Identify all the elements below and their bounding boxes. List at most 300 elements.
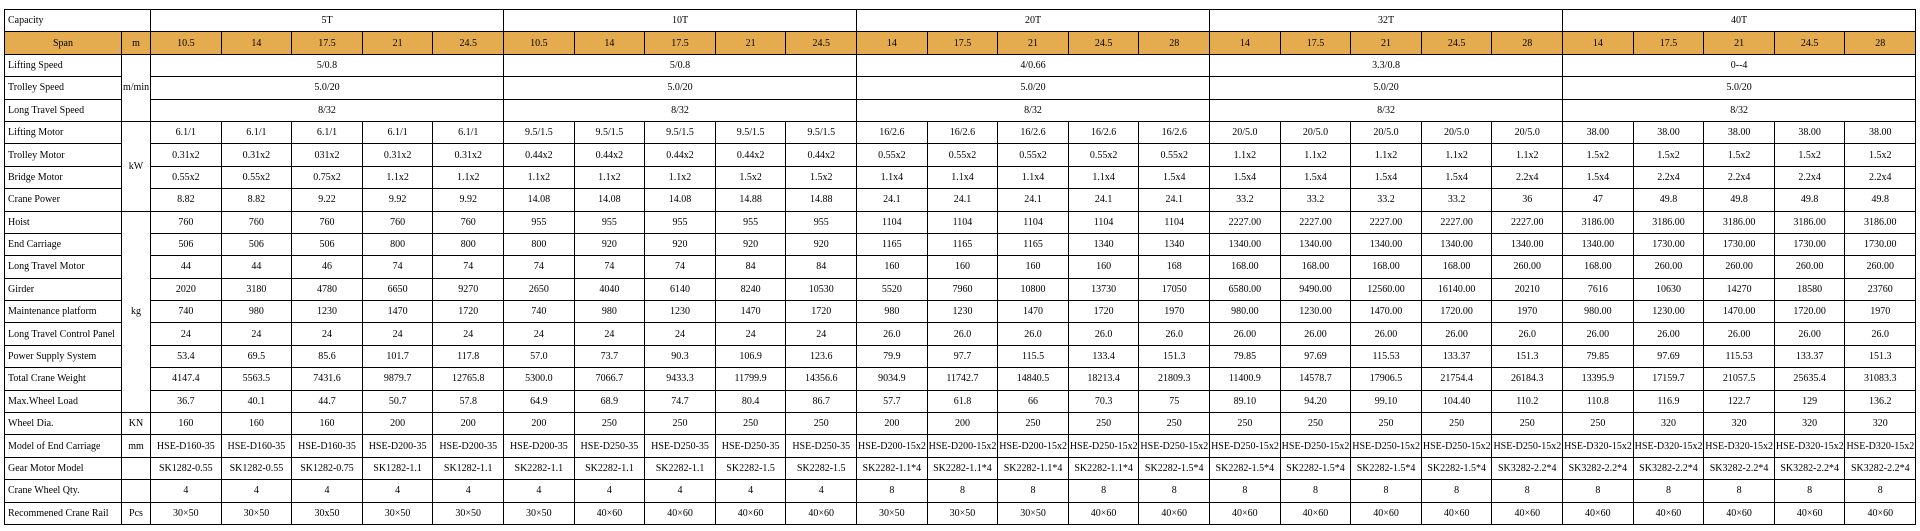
table-row <box>5 144 1916 166</box>
unit-cell <box>122 480 151 502</box>
table-cell: 9.5/1.5 <box>715 121 786 143</box>
table-cell: 168 <box>1139 256 1210 278</box>
table-cell: 260.00 <box>1492 256 1563 278</box>
table-cell: 74 <box>504 256 575 278</box>
table-row <box>5 233 1916 255</box>
table-cell: 57.8 <box>433 390 504 412</box>
table-cell: 168.00 <box>1210 256 1281 278</box>
table-cell: 320 <box>1704 413 1775 435</box>
table-cell: 250 <box>1563 413 1634 435</box>
table-cell: 38.00 <box>1845 121 1916 143</box>
table-cell: 2227.00 <box>1492 211 1563 233</box>
table-cell: 70.3 <box>1068 390 1139 412</box>
table-cell: 46 <box>292 256 363 278</box>
table-cell: 26.00 <box>1421 323 1492 345</box>
table-cell: 6.1/1 <box>151 121 222 143</box>
group-value: 0--4 <box>1563 54 1916 76</box>
table-cell: 26.0 <box>1068 323 1139 345</box>
table-cell: HSE-D200-15x2 <box>857 435 928 457</box>
table-cell: 16/2.6 <box>1139 121 1210 143</box>
table-cell: SK2282-1.1 <box>645 457 716 479</box>
table-cell: 1.5x2 <box>1774 144 1845 166</box>
table-cell: 1340 <box>1068 233 1139 255</box>
table-cell: 33.2 <box>1280 189 1351 211</box>
table-cell: 24.1 <box>998 189 1069 211</box>
table-cell: SK2282-1.5 <box>715 457 786 479</box>
table-cell: 47 <box>1563 189 1634 211</box>
group-value: 5/0.8 <box>504 54 857 76</box>
table-cell: 2.2x4 <box>1633 166 1704 188</box>
table-cell: 69.5 <box>221 345 292 367</box>
table-cell: 26.00 <box>1351 323 1422 345</box>
span-row <box>5 32 1916 54</box>
table-cell: 24.1 <box>1139 189 1210 211</box>
table-cell: 1340.00 <box>1492 233 1563 255</box>
table-cell: SK3282-2.2*4 <box>1563 457 1634 479</box>
table-cell: 24 <box>362 323 433 345</box>
table-cell: 26.0 <box>857 323 928 345</box>
table-cell: 6.1/1 <box>292 121 363 143</box>
table-cell: 4 <box>504 480 575 502</box>
table-cell: 260.00 <box>1845 256 1916 278</box>
table-cell: SK2282-1.5*4 <box>1139 457 1210 479</box>
table-cell: 955 <box>645 211 716 233</box>
table-cell: 4 <box>151 480 222 502</box>
span-value: 24.5 <box>1068 32 1139 54</box>
table-cell: 200 <box>927 413 998 435</box>
table-cell: 6.1/1 <box>362 121 433 143</box>
row-label: Recommened Crane Rail <box>5 502 122 524</box>
table-cell: 168.00 <box>1351 256 1422 278</box>
table-cell: 73.7 <box>574 345 645 367</box>
group-value: 4/0.66 <box>857 54 1210 76</box>
table-cell: 20210 <box>1492 278 1563 300</box>
table-cell: 110.8 <box>1563 390 1634 412</box>
table-cell: 74 <box>433 256 504 278</box>
table-cell: 30×50 <box>857 502 928 524</box>
table-cell: 2.2x4 <box>1704 166 1775 188</box>
table-cell: 250 <box>1210 413 1281 435</box>
table-cell: 18213.4 <box>1068 368 1139 390</box>
span-value: 14 <box>574 32 645 54</box>
table-cell: 260.00 <box>1774 256 1845 278</box>
table-cell: HSE-D250-15x2 <box>1139 435 1210 457</box>
table-cell: 20/5.0 <box>1492 121 1563 143</box>
crane-spec-table <box>4 9 1916 525</box>
table-row <box>5 121 1916 143</box>
table-cell: 26184.3 <box>1492 368 1563 390</box>
table-cell: 75 <box>1139 390 1210 412</box>
table-cell: 7960 <box>927 278 998 300</box>
table-row <box>5 323 1916 345</box>
table-cell: 40×60 <box>1774 502 1845 524</box>
table-cell: 151.3 <box>1492 345 1563 367</box>
table-cell: 17159.7 <box>1633 368 1704 390</box>
table-cell: 1.5x2 <box>1845 144 1916 166</box>
table-cell: 122.7 <box>1704 390 1775 412</box>
capacity-group-header: 32T <box>1210 10 1563 32</box>
table-cell: 16/2.6 <box>998 121 1069 143</box>
table-cell: 1470 <box>362 301 433 323</box>
table-cell: 33.2 <box>1421 189 1492 211</box>
table-cell: 9.92 <box>433 189 504 211</box>
table-cell: 30×50 <box>504 502 575 524</box>
span-value: 24.5 <box>433 32 504 54</box>
table-cell: 800 <box>362 233 433 255</box>
table-cell: 10630 <box>1633 278 1704 300</box>
table-cell: 8 <box>857 480 928 502</box>
table-cell: 1230.00 <box>1280 301 1351 323</box>
table-cell: 1.5x2 <box>1704 144 1775 166</box>
table-cell: 16/2.6 <box>927 121 998 143</box>
table-cell: 26.00 <box>1633 323 1704 345</box>
table-cell: 1470.00 <box>1704 301 1775 323</box>
unit-cell: Pcs <box>122 502 151 524</box>
table-cell: 133.37 <box>1421 345 1492 367</box>
table-cell: 250 <box>574 413 645 435</box>
table-cell: 1340.00 <box>1210 233 1281 255</box>
table-cell: 0.44x2 <box>786 144 857 166</box>
table-cell: 2.2x4 <box>1492 166 1563 188</box>
capacity-group-header: 20T <box>857 10 1210 32</box>
table-cell: 14840.5 <box>998 368 1069 390</box>
table-cell: HSE-D200-35 <box>433 435 504 457</box>
table-cell: 4 <box>292 480 363 502</box>
table-cell: 14.88 <box>786 189 857 211</box>
table-cell: 1230 <box>292 301 363 323</box>
table-cell: 1730.00 <box>1845 233 1916 255</box>
table-cell: 7616 <box>1563 278 1634 300</box>
table-cell: HSE-D250-15x2 <box>1068 435 1139 457</box>
span-value: 28 <box>1139 32 1210 54</box>
group-value: 5/0.8 <box>151 54 504 76</box>
table-cell: 760 <box>221 211 292 233</box>
table-cell: 0.31x2 <box>221 144 292 166</box>
table-cell: 1.5x2 <box>1563 144 1634 166</box>
table-cell: 506 <box>151 233 222 255</box>
table-cell: 200 <box>362 413 433 435</box>
table-cell: 57.0 <box>504 345 575 367</box>
unit-cell: m/min <box>122 54 151 121</box>
group-value: 5.0/20 <box>857 77 1210 99</box>
table-cell: 26.0 <box>998 323 1069 345</box>
table-cell: 1720 <box>786 301 857 323</box>
table-cell: HSE-D250-35 <box>645 435 716 457</box>
unit-cell <box>122 457 151 479</box>
table-cell: HSE-D250-15x2 <box>1280 435 1351 457</box>
table-cell: 160 <box>292 413 363 435</box>
group-value: 5.0/20 <box>1563 77 1916 99</box>
table-cell: 40×60 <box>1845 502 1916 524</box>
table-cell: 980.00 <box>1563 301 1634 323</box>
table-cell: 21809.3 <box>1139 368 1210 390</box>
table-cell: 24.1 <box>1068 189 1139 211</box>
table-cell: SK3282-2.2*4 <box>1845 457 1916 479</box>
table-cell: 133.4 <box>1068 345 1139 367</box>
table-cell: SK2282-1.5*4 <box>1210 457 1281 479</box>
table-cell: 85.6 <box>292 345 363 367</box>
table-cell: 40×60 <box>715 502 786 524</box>
table-cell: 40×60 <box>645 502 716 524</box>
table-cell: 84 <box>715 256 786 278</box>
table-cell: 2.2x4 <box>1774 166 1845 188</box>
span-value: 14 <box>221 32 292 54</box>
table-cell: 1104 <box>1068 211 1139 233</box>
table-cell: 9.5/1.5 <box>645 121 716 143</box>
table-cell: 40×60 <box>1704 502 1775 524</box>
table-cell: 1.5x4 <box>1563 166 1634 188</box>
table-cell: 160 <box>927 256 998 278</box>
table-cell: 74 <box>362 256 433 278</box>
span-value: 21 <box>362 32 433 54</box>
table-cell: 760 <box>433 211 504 233</box>
group-value: 5.0/20 <box>151 77 504 99</box>
table-cell: 53.4 <box>151 345 222 367</box>
table-cell: 200 <box>504 413 575 435</box>
capacity-group-header: 40T <box>1563 10 1916 32</box>
table-cell: 9034.9 <box>857 368 928 390</box>
table-cell: 1165 <box>857 233 928 255</box>
table-cell: 1.1x2 <box>1280 144 1351 166</box>
table-cell: 115.53 <box>1704 345 1775 367</box>
group-value: 8/32 <box>1210 99 1563 121</box>
table-cell: 160 <box>1068 256 1139 278</box>
table-cell: 3186.00 <box>1774 211 1845 233</box>
table-cell: 24 <box>786 323 857 345</box>
table-cell: 760 <box>362 211 433 233</box>
table-cell: 49.8 <box>1845 189 1916 211</box>
table-cell: 40×60 <box>1492 502 1563 524</box>
table-cell: 30×50 <box>927 502 998 524</box>
table-cell: 1.1x2 <box>574 166 645 188</box>
table-cell: SK2282-1.1*4 <box>998 457 1069 479</box>
table-cell: 160 <box>857 256 928 278</box>
table-cell: 1470.00 <box>1351 301 1422 323</box>
table-cell: 980 <box>221 301 292 323</box>
table-cell: 955 <box>715 211 786 233</box>
table-cell: 250 <box>1421 413 1492 435</box>
table-cell: 6.1/1 <box>221 121 292 143</box>
table-cell: 9.5/1.5 <box>574 121 645 143</box>
table-cell: 26.00 <box>1774 323 1845 345</box>
table-cell: 44 <box>221 256 292 278</box>
table-cell: 3186.00 <box>1633 211 1704 233</box>
table-cell: 4 <box>433 480 504 502</box>
table-cell: 4780 <box>292 278 363 300</box>
row-label: Model of End Carriage <box>5 435 122 457</box>
table-cell: 1230.00 <box>1633 301 1704 323</box>
table-cell: 26.00 <box>1704 323 1775 345</box>
table-cell: 97.69 <box>1280 345 1351 367</box>
table-row <box>5 480 1916 502</box>
table-cell: 6140 <box>645 278 716 300</box>
table-cell: 800 <box>504 233 575 255</box>
table-cell: 1720 <box>433 301 504 323</box>
table-row <box>5 211 1916 233</box>
table-cell: 168.00 <box>1421 256 1492 278</box>
group-value: 5.0/20 <box>1210 77 1563 99</box>
span-label: Span <box>5 32 122 54</box>
table-cell: 0.44x2 <box>574 144 645 166</box>
table-cell: SK2282-1.5*4 <box>1421 457 1492 479</box>
table-cell: 6.1/1 <box>433 121 504 143</box>
table-cell: 13730 <box>1068 278 1139 300</box>
span-value: 17.5 <box>927 32 998 54</box>
table-cell: 1104 <box>927 211 998 233</box>
table-cell: 40×60 <box>574 502 645 524</box>
table-cell: 26.00 <box>1280 323 1351 345</box>
table-cell: 260.00 <box>1704 256 1775 278</box>
table-cell: 61.8 <box>927 390 998 412</box>
group-value: 8/32 <box>1563 99 1916 121</box>
table-cell: 2227.00 <box>1421 211 1492 233</box>
table-row <box>5 256 1916 278</box>
table-cell: 8.82 <box>151 189 222 211</box>
table-cell: 4 <box>715 480 786 502</box>
table-cell: 17906.5 <box>1351 368 1422 390</box>
table-row <box>5 345 1916 367</box>
span-value: 21 <box>1351 32 1422 54</box>
table-row <box>5 457 1916 479</box>
table-cell: HSE-D160-35 <box>221 435 292 457</box>
table-cell: 1.5x2 <box>786 166 857 188</box>
table-cell: 20/5.0 <box>1351 121 1422 143</box>
table-cell: 104.40 <box>1421 390 1492 412</box>
table-cell: 20/5.0 <box>1280 121 1351 143</box>
table-cell: 6650 <box>362 278 433 300</box>
table-cell: 1470 <box>715 301 786 323</box>
unit-cell: kW <box>122 121 151 211</box>
table-cell: 8 <box>1774 480 1845 502</box>
table-cell: 7431.6 <box>292 368 363 390</box>
table-cell: SK1282-0.55 <box>221 457 292 479</box>
table-cell: HSE-D320-15x2 <box>1563 435 1634 457</box>
span-value: 14 <box>1210 32 1281 54</box>
capacity-group-header: 10T <box>504 10 857 32</box>
table-cell: HSE-D200-35 <box>504 435 575 457</box>
table-cell: 40×60 <box>786 502 857 524</box>
table-cell: 11400.9 <box>1210 368 1281 390</box>
table-cell: 3186.00 <box>1845 211 1916 233</box>
table-cell: 9490.00 <box>1280 278 1351 300</box>
row-label: Long Travel Speed <box>5 99 122 121</box>
table-cell: HSE-D250-15x2 <box>1492 435 1563 457</box>
table-cell: 920 <box>574 233 645 255</box>
group-value: 8/32 <box>151 99 504 121</box>
table-cell: 955 <box>504 211 575 233</box>
table-cell: 151.3 <box>1845 345 1916 367</box>
table-row <box>5 435 1916 457</box>
span-value: 10.5 <box>151 32 222 54</box>
table-cell: 24 <box>221 323 292 345</box>
table-cell: 8 <box>1280 480 1351 502</box>
table-cell: 7066.7 <box>574 368 645 390</box>
table-cell: 24.1 <box>927 189 998 211</box>
row-label: Trolley Motor <box>5 144 122 166</box>
table-cell: 260.00 <box>1633 256 1704 278</box>
unit-cell: kg <box>122 211 151 413</box>
table-row <box>5 368 1916 390</box>
table-cell: 40×60 <box>1421 502 1492 524</box>
table-cell: 1.1x2 <box>1492 144 1563 166</box>
table-cell: 2227.00 <box>1280 211 1351 233</box>
table-cell: 160 <box>998 256 1069 278</box>
table-cell: 1470 <box>998 301 1069 323</box>
table-cell: 18580 <box>1774 278 1845 300</box>
table-cell: 0.31x2 <box>433 144 504 166</box>
row-label: Trolley Speed <box>5 77 122 99</box>
table-cell: 0.44x2 <box>715 144 786 166</box>
table-cell: 14.88 <box>715 189 786 211</box>
table-cell: 920 <box>715 233 786 255</box>
table-row <box>5 502 1916 524</box>
table-row <box>5 301 1916 323</box>
table-cell: 44.7 <box>292 390 363 412</box>
table-cell: 36 <box>1492 189 1563 211</box>
table-cell: 160 <box>221 413 292 435</box>
table-cell: 31083.3 <box>1845 368 1916 390</box>
table-cell: 90.3 <box>645 345 716 367</box>
table-cell: 1104 <box>998 211 1069 233</box>
table-cell: 760 <box>151 211 222 233</box>
table-cell: 1730.00 <box>1633 233 1704 255</box>
table-cell: 110.2 <box>1492 390 1563 412</box>
table-cell: 14.08 <box>574 189 645 211</box>
table-cell: 30×50 <box>151 502 222 524</box>
table-cell: 1720 <box>1068 301 1139 323</box>
table-cell: 38.00 <box>1704 121 1775 143</box>
table-cell: 1230 <box>645 301 716 323</box>
table-cell: 955 <box>786 211 857 233</box>
group-value: 8/32 <box>857 99 1210 121</box>
table-cell: 26.0 <box>927 323 998 345</box>
table-cell: 33.2 <box>1351 189 1422 211</box>
span-value: 21 <box>998 32 1069 54</box>
table-cell: 920 <box>645 233 716 255</box>
table-cell: 1.1x4 <box>998 166 1069 188</box>
table-cell: 50.7 <box>362 390 433 412</box>
table-cell: 26.00 <box>1563 323 1634 345</box>
table-cell: 14.08 <box>504 189 575 211</box>
table-cell: 1165 <box>998 233 1069 255</box>
table-cell: 129 <box>1774 390 1845 412</box>
unit-cell: KN <box>122 413 151 435</box>
row-label: Long Travel Control Panel <box>5 323 122 345</box>
table-cell: 2.2x4 <box>1845 166 1916 188</box>
table-cell: 64.9 <box>504 390 575 412</box>
table-cell: 21057.5 <box>1704 368 1775 390</box>
table-cell: 30×50 <box>433 502 504 524</box>
table-cell: 24 <box>433 323 504 345</box>
table-cell: 49.8 <box>1633 189 1704 211</box>
row-label: Total Crane Weight <box>5 368 122 390</box>
table-cell: SK1282-0.75 <box>292 457 363 479</box>
table-cell: 8 <box>1492 480 1563 502</box>
table-cell: 1.5x4 <box>1139 166 1210 188</box>
table-cell: 250 <box>1280 413 1351 435</box>
table-row <box>5 54 1916 76</box>
table-cell: 1.1x2 <box>504 166 575 188</box>
table-cell: 0.55x2 <box>1139 144 1210 166</box>
span-value: 14 <box>857 32 928 54</box>
table-cell: 8 <box>998 480 1069 502</box>
row-label: Power Supply System <box>5 345 122 367</box>
table-cell: 1730.00 <box>1704 233 1775 255</box>
span-value: 21 <box>1704 32 1775 54</box>
table-cell: 1.5x4 <box>1280 166 1351 188</box>
table-cell: 74 <box>645 256 716 278</box>
table-cell: 1.5x2 <box>1633 144 1704 166</box>
